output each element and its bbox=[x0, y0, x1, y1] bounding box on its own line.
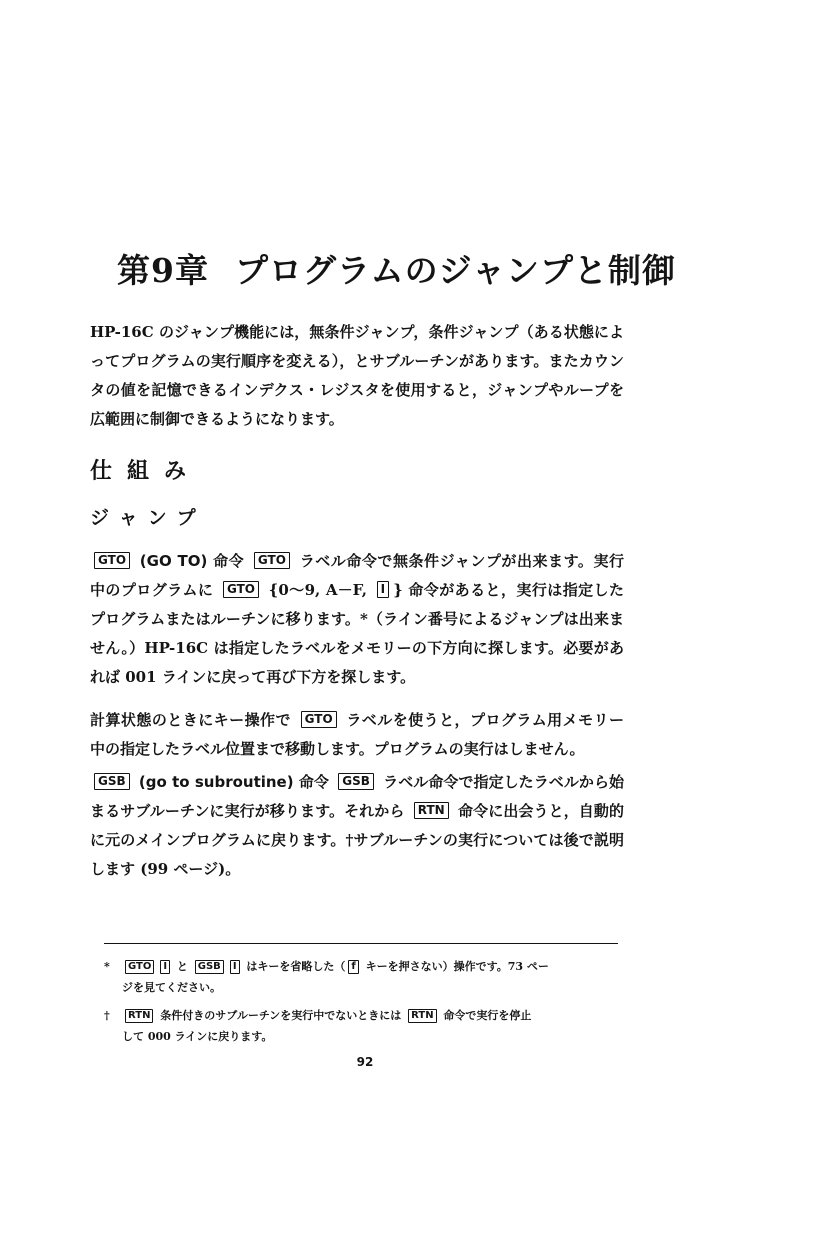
gto-key: GTO bbox=[125, 960, 154, 974]
subroutine-paragraph bbox=[90, 768, 624, 884]
text-segment: {0～9, A－F, bbox=[263, 581, 373, 599]
i-key: I bbox=[377, 581, 389, 598]
text-segment: ラベルを使うと，プログラム用メモリー中の指定したラベル位置まで移動します。プログラムの実行はしません。 bbox=[90, 711, 624, 758]
text-segment: キーを押さない）操作です。73 ペー bbox=[361, 960, 549, 973]
text-segment: 計算状態のときにキー操作で bbox=[90, 711, 297, 729]
text-segment: ラベル命令で無条件ジャンプが出来ます。実行中のプログラムに bbox=[90, 552, 624, 599]
text-segment: 命令に出会うと，自動的に元のメインプログラムに戻ります。†サブルーチンの実行については後で説明します (99 ページ)。 bbox=[90, 802, 624, 878]
i-key: I bbox=[160, 960, 170, 974]
run-mode-paragraph bbox=[90, 706, 624, 764]
footnote-mark: † bbox=[104, 1009, 110, 1022]
chapter-title-text: プログラムのジャンプと制御 bbox=[234, 251, 676, 290]
text-segment: はキーを省略した（ bbox=[242, 960, 346, 973]
section-heading: 仕組み bbox=[90, 458, 202, 484]
text-segment: ラベル命令で指定したラベルから始まるサブルーチンに実行が移ります。それから bbox=[90, 773, 624, 820]
rtn-key: RTN bbox=[414, 802, 449, 819]
gto-key: GTO bbox=[254, 552, 290, 569]
text-segment: } 命令があると，実行は指定したプログラムまたはルーチンに移ります。*（ライン番号によるジャンプは出来ません。）HP-16C は指定したラベルをメモリーの下方向に探します。必要があれば 001 ラインに戻って再び下方を探します。 bbox=[90, 581, 624, 686]
page-number: 92 bbox=[356, 1055, 374, 1069]
gto-key: GTO bbox=[223, 581, 259, 598]
footnote-divider bbox=[104, 943, 618, 944]
text-segment: 条件付きのサブルーチンを実行中でないときには bbox=[156, 1009, 406, 1022]
rtn-key: RTN bbox=[408, 1009, 436, 1023]
f-key: f bbox=[348, 960, 358, 974]
text-segment: (GO TO) 命令 bbox=[134, 552, 250, 570]
subsection-heading: ジャンプ bbox=[90, 507, 206, 529]
rtn-key: RTN bbox=[125, 1009, 153, 1023]
gto-key: GTO bbox=[301, 711, 337, 728]
gsb-key: GSB bbox=[338, 773, 374, 790]
footnote-asterisk bbox=[104, 956, 624, 998]
gsb-key: GSB bbox=[195, 960, 224, 974]
chapter-title bbox=[117, 245, 676, 292]
footnote-continuation: ジを見てください。 bbox=[122, 981, 221, 994]
text-segment: 命令で実行を停止 bbox=[439, 1009, 532, 1022]
footnote-continuation: して 000 ラインに戻ります。 bbox=[122, 1030, 273, 1043]
footnote-dagger bbox=[104, 1005, 624, 1047]
gto-key: GTO bbox=[94, 552, 130, 569]
intro-paragraph: HP-16C のジャンプ機能には，無条件ジャンプ，条件ジャンプ（ある状態によってプログラムの実行順序を変える），とサブルーチンがあります。またカウンタの値を記憶できるインデクス・レジスタを使用すると，ジャンプやループを広範囲に制御できるようになります。 bbox=[90, 323, 624, 428]
text-segment: と bbox=[173, 960, 192, 973]
i-key: I bbox=[230, 960, 240, 974]
gsb-key: GSB bbox=[94, 773, 130, 790]
chapter-number: 第9章 bbox=[117, 251, 209, 290]
jump-paragraph bbox=[90, 547, 624, 692]
footnote-mark: * bbox=[104, 960, 110, 973]
text-segment: (go to subroutine) 命令 bbox=[133, 773, 335, 791]
